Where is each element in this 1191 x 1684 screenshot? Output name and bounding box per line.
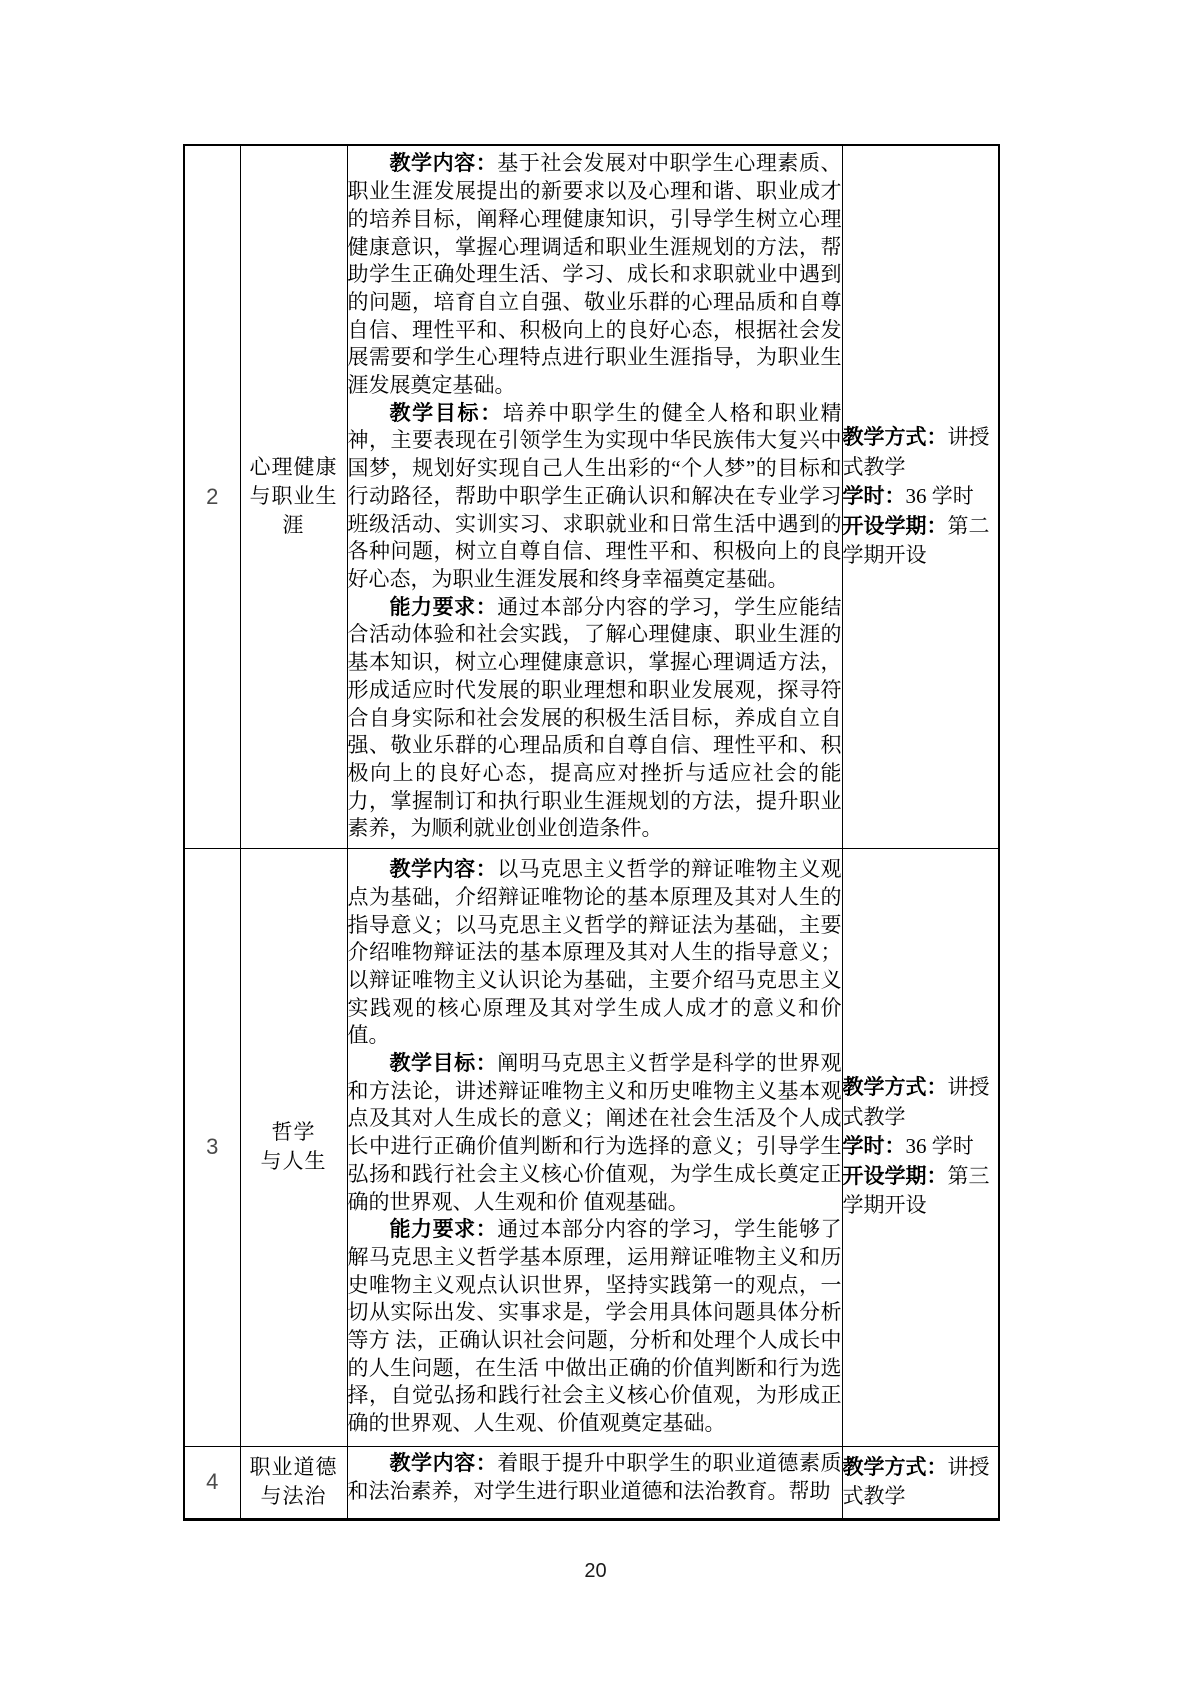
course-name-cell [240,1446,347,1519]
teaching-goal-paragraph [348,400,842,594]
teaching-content-paragraph [348,150,842,399]
semester-line [843,512,999,571]
row-number: 4 [206,1469,219,1494]
paragraph-label: 教学目标： [389,400,503,425]
meta-text: 讲授式教学 [842,425,990,479]
course-name-line: 与职业生 [249,484,338,509]
ability-requirement-paragraph [348,1216,842,1438]
class-hours-line [843,1132,999,1162]
teaching-meta-cell [842,1446,999,1519]
meta-label: 教学方式： [842,1075,948,1100]
meta-label: 教学方式： [842,425,948,449]
course-name-line: 与法治 [260,1484,327,1508]
paragraph-label: 能力要求： [389,1217,498,1242]
curriculum-table [183,144,1000,1521]
course-name-line: 涯 [282,513,305,538]
course-description-cell [347,145,842,848]
page-number: 20 [584,1560,607,1582]
meta-label: 教学方式： [842,1454,948,1479]
course-name-line: 心理健康 [249,455,338,480]
meta-text: 第二学期开设 [842,513,990,567]
paragraph-text: 通过本部分内容的学习，学生能够了解马克思主义哲学基本原理，运用辩证唯物主义和历史唯物主义观点认识世界，坚持实践第一的观点，一切从实际出发、实事求是，学会用具体问题具体分析等方 法，正确认识社会问题，分析和处理个人成长中的人生问题，在生活 中做出正确的价值判断和行为选择，自觉弘扬和践行社会主义核心价值观，为形成正确的世界观、人生观、价值观奠定基础。 [347,1217,842,1436]
paragraph-label: 教学目标： [389,1051,498,1076]
table-row [184,1446,999,1519]
course-name-cell [240,145,347,848]
paragraph-label: 教学内容： [389,1451,498,1475]
meta-label: 开设学期： [842,1163,948,1188]
course-description-cell [347,1446,842,1519]
meta-label: 学时： [842,484,906,508]
course-name-line: 与人生 [260,1149,327,1173]
teaching-content-paragraph [348,1450,842,1505]
meta-text: 36 学时 [905,1134,974,1159]
semester-line [843,1162,999,1221]
row-number-cell [184,145,240,848]
teaching-method-line [843,1073,999,1132]
clipped-text-region [348,1450,842,1514]
meta-text: 第三学期开设 [842,1163,990,1218]
row-number: 3 [206,1134,219,1159]
teaching-method-line [843,1453,999,1512]
meta-label: 开设学期： [842,513,948,538]
meta-label: 学时： [842,1134,906,1159]
teaching-meta-cell [842,848,999,1446]
teaching-meta-cell [842,145,999,848]
row-number: 2 [206,483,219,509]
teaching-content-paragraph [348,856,842,1050]
meta-text: 讲授式教学 [842,1454,990,1508]
table-row [184,145,999,848]
teaching-goal-paragraph [348,1050,842,1216]
paragraph-text: 通过本部分内容的学习，学生应能结合活动体验和社会实践，了解心理健康、职业生涯的基本知识，树立心理健康意识，掌握心理调适方法，形成适应时代发展的职业理想和职业发展观，探寻符合自身实际和社会发展的积极生活目标，养成自立自强、敬业乐群的心理品质和自尊自信、理性平和、积极向上的良好心态，提高应对挫折与适应社会的能力，掌握制订和执行职业生涯规划的方法，提升职业素养，为顺利就业创业创造条件。 [347,594,842,841]
row-number-cell [184,848,240,1446]
paragraph-label: 能力要求： [389,594,498,619]
table-row [184,848,999,1446]
paragraph-text: 基于社会发展对中职学生心理素质、职业生涯发展提出的新要求以及心理和谐、职业成才的培养目标，阐释心理健康知识，引导学生树立心理健康意识，掌握心理调适和职业生涯规划的方法，帮助学生正确处理生活、学习、成长和求职就业中遇到的问题，培育自立自强、敬业乐群的心理品质和自尊自信、理性平和、积极向上的良好心态，根据社会发展需要和学生心理特点进行职业生涯指导，为职业生涯发展奠定基础。 [347,151,842,398]
paragraph-label: 教学内容： [389,857,498,882]
teaching-method-line [843,423,999,482]
meta-text: 讲授式教学 [842,1075,990,1129]
paragraph-label: 教学内容： [389,151,498,176]
row-number-cell [184,1446,240,1519]
paragraph-text: 以马克思主义哲学的辩证唯物主义观点为基础，介绍辩证唯物论的基本原理及其对人生的指导意义；以马克思主义哲学的辩证法为基础，主要介绍唯物辩证法的基本原理及其对人生的指导意义；以辩证唯物主义认识论为基础，主要介绍马克思主义实践观的核心原理及其对学生成人成才的意义和价值。 [347,857,842,1048]
class-hours-line [843,482,999,512]
course-name-line: 哲学 [271,1120,316,1144]
course-name-cell [240,848,347,1446]
meta-text: 36 学时 [905,484,974,508]
course-description-cell [347,848,842,1446]
course-name-line: 职业道德 [249,1455,338,1479]
ability-requirement-paragraph [348,594,842,843]
paragraph-text: 阐明马克思主义哲学是科学的世界观和方法论，讲述辩证唯物主义和历史唯物主义基本观点及其对人生成长的意义；阐述在社会生活及个人成长中进行正确价值判断和行为选择的意义；引导学生弘扬和践行社会主义核心价值观，为学生成长奠定正确的世界观、人生观和价 值观基础。 [347,1051,842,1214]
paragraph-text: 着眼于提升中职学生的职业道德素质和法治素养，对学生进行职业道德和法治教育。帮助 [347,1451,842,1503]
paragraph-text: 培养中职学生的健全人格和职业精神，主要表现在引领学生为实现中华民族伟大复兴中国梦，规划好实现自己人生出彩的“个人梦”的目标和行动路径，帮助中职学生正确认识和解决在专业学习班级活动、实训实习、求职就业和日常生活中遇到的各种问题，树立自尊自信、理性平和、积极向上的良好心态，为职业生涯发展和终身幸福奠定基础。 [347,400,842,591]
